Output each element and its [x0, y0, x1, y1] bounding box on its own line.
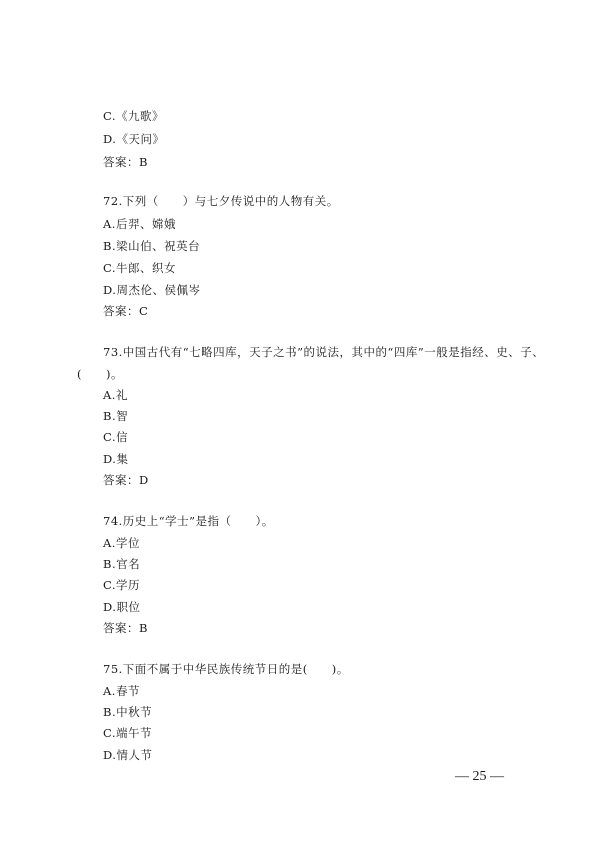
q75-option-b: B.中秋节: [103, 705, 153, 719]
q74-option-d: D.职位: [103, 600, 141, 614]
q73-option-a: A.礼: [103, 388, 128, 402]
q74-option-c: C.学历: [103, 578, 141, 592]
q75-option-c: C.端午节: [103, 726, 153, 740]
q74-question: 74.历史上“学士”是指（ ）。: [103, 514, 274, 528]
q72-option-c: C.牛郎、织女: [103, 261, 177, 275]
q75-option-d: D.情人节: [103, 748, 153, 762]
page-number: — 25 —: [455, 769, 504, 784]
q75-question: 75.下面不属于中华民族传统节日的是( )。: [103, 662, 349, 676]
q73-option-c: C.信: [103, 430, 129, 444]
q72-option-d: D.周杰伦、侯佩岑: [103, 283, 201, 297]
q72-option-b: B.梁山伯、祝英台: [103, 239, 201, 253]
q71-answer: 答案：B: [103, 155, 148, 169]
q73-answer: 答案：D: [103, 473, 149, 487]
q73-option-b: B.智: [103, 409, 129, 423]
q71-option-d: D.《天问》: [103, 132, 165, 146]
q73-question-line1: 73.中国古代有“七略四库，天子之书”的说法，其中的“四库”一般是指经、史、子、: [103, 345, 545, 359]
q71-option-c: C.《九歌》: [103, 109, 165, 123]
q72-question: 72.下列（ ）与七夕传说中的人物有关。: [103, 194, 339, 208]
q72-answer: 答案：C: [103, 304, 149, 318]
q74-option-a: A.学位: [103, 536, 140, 550]
q72-option-a: A.后羿、嫦娥: [103, 217, 176, 231]
q73-option-d: D.集: [103, 452, 129, 466]
q74-answer: 答案：B: [103, 621, 148, 635]
q75-option-a: A.春节: [103, 684, 140, 698]
q74-option-b: B.官名: [103, 557, 141, 571]
q73-question-line2: ( )。: [77, 367, 123, 381]
